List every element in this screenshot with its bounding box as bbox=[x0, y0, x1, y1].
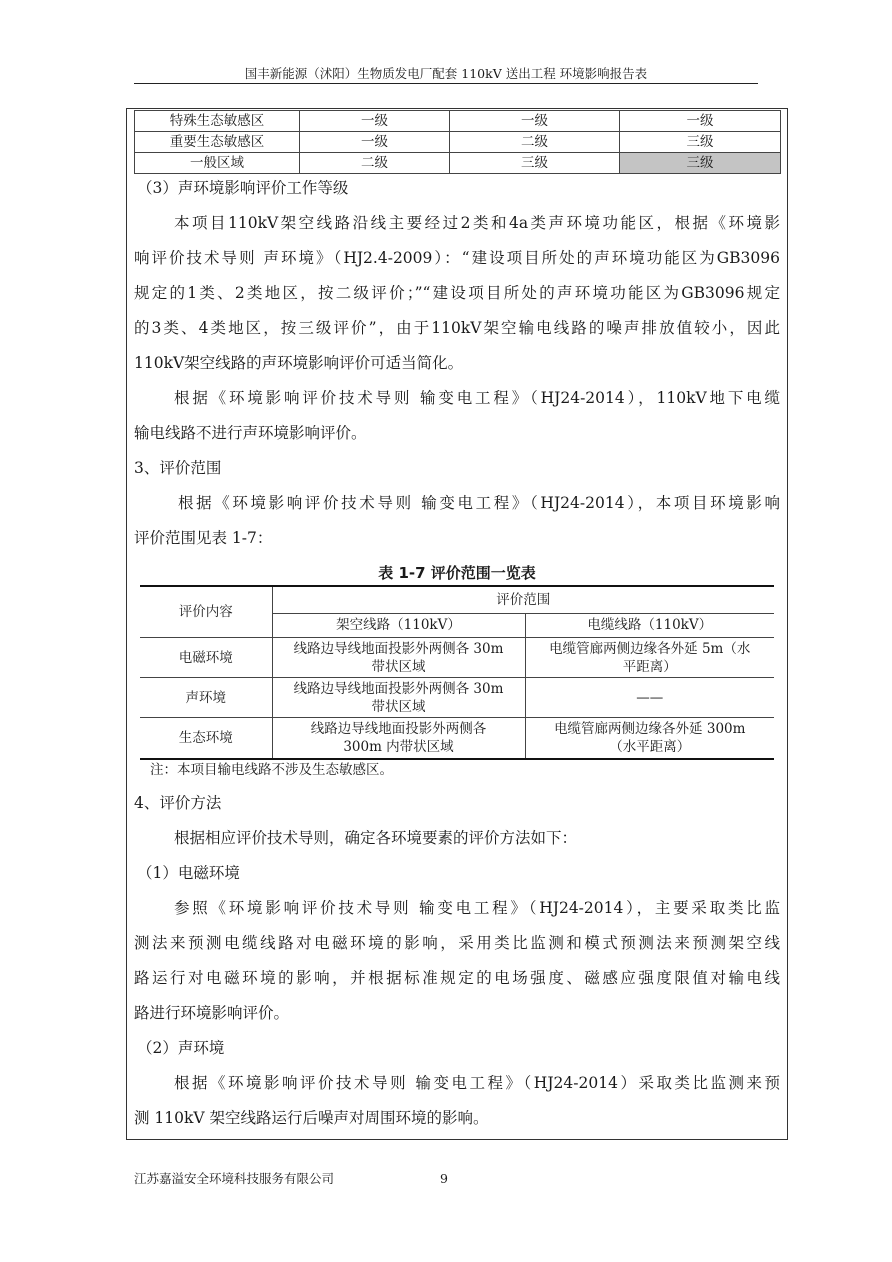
grade-cell: 二级 bbox=[450, 132, 620, 153]
paragraph-line: 的3类、4类地区，按三级评价”，由于110kV架空输电线路的噪声排放值较小，因此 bbox=[134, 319, 780, 337]
column-header-overhead: 架空线路（110kV） bbox=[272, 613, 525, 637]
table-row bbox=[140, 678, 774, 718]
paragraph-line: 评价范围见表 1-7： bbox=[134, 529, 273, 547]
page-header-title: 国丰新能源（沭阳）生物质发电厂配套 110kV 送出工程 环境影响报告表 bbox=[244, 66, 648, 81]
table-row bbox=[140, 638, 774, 678]
paragraph-line: 110kV架空线路的声环境影响评价可适当简化。 bbox=[134, 354, 464, 372]
table-row bbox=[140, 718, 774, 760]
paragraph-line: 测法来预测电缆线路对电磁环境的影响，采用类比监测和模式预测法来预测架空线 bbox=[134, 934, 780, 952]
cable-cell bbox=[525, 718, 774, 760]
paragraph-line: 根据《环境影响评价技术导则 输变电工程》（HJ24-2014），110kV地下电缆 bbox=[174, 389, 780, 407]
page-number: 9 bbox=[440, 1171, 448, 1186]
grade-row-label: 特殊生态敏感区 bbox=[135, 111, 300, 132]
paragraph-line: 规定的1类、2类地区，按二级评价；”“建设项目所处的声环境功能区为GB3096规定 bbox=[134, 284, 780, 302]
grade-cell: 三级 bbox=[620, 132, 781, 153]
paragraph-line: 本项目110kV架空线路沿线主要经过2类和4a类声环境功能区，根据《环境影 bbox=[174, 214, 780, 232]
grade-cell: 三级 bbox=[450, 153, 620, 174]
cell-line: （水平距离） bbox=[609, 739, 691, 755]
paragraph-line: 路运行对电磁环境的影响，并根据标准规定的电场强度、磁感应强度限值对输电线 bbox=[134, 969, 780, 987]
cell-line: 带状区域 bbox=[371, 658, 426, 675]
footer-company: 江苏嘉溢安全环境科技服务有限公司 bbox=[134, 1171, 335, 1186]
section-heading-sound: （2）声环境 bbox=[137, 1039, 225, 1057]
paragraph-line: 路进行环境影响评价。 bbox=[134, 1004, 290, 1022]
column-header-cable: 电缆线路（110kV） bbox=[525, 613, 774, 637]
grade-cell: 一级 bbox=[300, 132, 450, 153]
grade-cell: 二级 bbox=[300, 153, 450, 174]
section-heading-scope: 3、评价范围 bbox=[134, 459, 222, 477]
header-rule bbox=[134, 83, 758, 84]
paragraph-line: 参照《环境影响评价技术导则 输变电工程》（HJ24-2014），主要采取类比监 bbox=[174, 899, 780, 917]
table-header-row bbox=[140, 586, 774, 613]
cell-line: 电缆管廊两侧边缘各外延 300m bbox=[554, 721, 746, 737]
column-header-range: 评价范围 bbox=[272, 586, 774, 613]
cell-line: 带状区域 bbox=[371, 698, 426, 715]
grade-cell: 一级 bbox=[300, 111, 450, 132]
row-label: 生态环境 bbox=[140, 718, 272, 760]
paragraph-line: 测 110kV 架空线路运行后噪声对周围环境的影响。 bbox=[134, 1109, 489, 1127]
overhead-cell bbox=[272, 718, 525, 760]
ecology-grade-table bbox=[134, 110, 781, 174]
grade-row-label: 重要生态敏感区 bbox=[135, 132, 300, 153]
paragraph-line: 根据相应评价技术导则，确定各环境要素的评价方法如下： bbox=[174, 829, 578, 847]
cable-cell bbox=[525, 638, 774, 678]
overhead-cell bbox=[272, 678, 525, 718]
paragraph-line: 响评价技术导则 声环境》（HJ2.4-2009）：“建设项目所处的声环境功能区为GB3096 bbox=[134, 249, 780, 267]
cell-line: 电缆管廊两侧边缘各外延 5m（水 bbox=[549, 640, 751, 657]
table-caption: 表 1-7 评价范围一览表 bbox=[378, 564, 536, 582]
table-row bbox=[135, 153, 781, 174]
section-heading-sound-level: （3）声环境影响评价工作等级 bbox=[137, 179, 349, 197]
grade-cell-highlighted: 三级 bbox=[620, 153, 781, 174]
cell-line: —— bbox=[636, 689, 664, 706]
overhead-cell bbox=[272, 638, 525, 678]
row-label: 电磁环境 bbox=[140, 638, 272, 678]
paragraph-line: 根据《环境影响评价技术导则 输变电工程》（HJ24-2014）采取类比监测来预 bbox=[174, 1074, 780, 1092]
cable-cell bbox=[525, 678, 774, 718]
cell-line: 线路边导线地面投影外两侧各 30m bbox=[293, 680, 504, 697]
section-heading-electromagnetic: （1）电磁环境 bbox=[137, 864, 240, 882]
paragraph-line: 输电线路不进行声环境影响评价。 bbox=[134, 424, 367, 442]
cell-line: 线路边导线地面投影外两侧各 bbox=[310, 721, 487, 737]
table-row bbox=[135, 132, 781, 153]
grade-row-label: 一般区域 bbox=[135, 153, 300, 174]
paragraph-line: 根据《环境影响评价技术导则 输变电工程》（HJ24-2014），本项目环境影响 bbox=[178, 494, 780, 512]
cell-line: 300m 内带状区域 bbox=[343, 739, 454, 755]
table-note: 注：本项目输电线路不涉及生态敏感区。 bbox=[150, 762, 393, 778]
cell-line: 平距离） bbox=[622, 658, 677, 675]
grade-cell: 一级 bbox=[620, 111, 781, 132]
table-row bbox=[135, 111, 781, 132]
grade-cell: 一级 bbox=[450, 111, 620, 132]
column-header-content: 评价内容 bbox=[140, 586, 272, 638]
row-label: 声环境 bbox=[140, 678, 272, 718]
section-heading-method: 4、评价方法 bbox=[134, 794, 222, 812]
cell-line: 线路边导线地面投影外两侧各 30m bbox=[293, 640, 504, 657]
evaluation-range-table bbox=[140, 585, 774, 760]
